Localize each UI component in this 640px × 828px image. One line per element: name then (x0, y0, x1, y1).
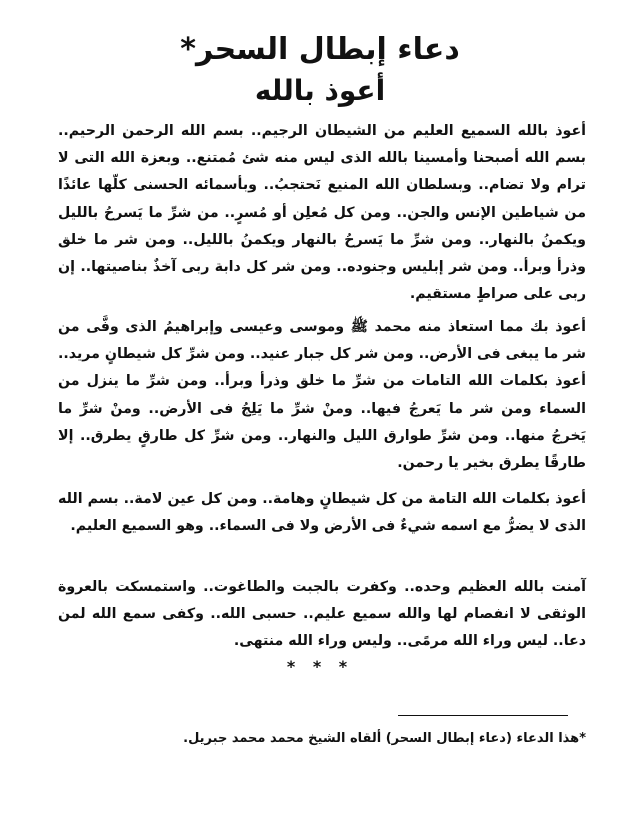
page-title: دعاء إبطال السحر* (180, 32, 460, 67)
footnote: *هذا الدعاء (دعاء إبطال السحر) ألقاه الشيخ محمد محمد جبريل. (183, 731, 586, 746)
footnote-divider (398, 715, 568, 716)
paragraph-2: أعوذ بك مما استعاذ منه محمد ﷺ وموسى وعيسى وإبراهيمُ الذى وفَّى من شر ما يبغى فى الأرض.. ومن شر كل جبار عنيد.. ومن شرِّ كل شيطانٍ مريد.. أعوذ بكلمات الله التامات من شرِّ ما خلق وذرأ وبرأ.. ومن شرِّ ما ينزل من السماء ومن شر ما يَعرجُ فيها.. ومنْ شرِّ ما يَلِجُ فى الأرض.. ومنْ شرِّ ما يَخرجُ منها.. ومن شرِّ طوارق الليل والنهار.. ومن شرِّ كل طارقٍ يطرق.. إلا طارقًا يطرق بخير يا رحمن. (58, 319, 586, 472)
paragraph-3: أعوذ بكلمات الله التامة من كل شيطانٍ وهامة.. ومن كل عين لامة.. بسم الله الذى لا يضرُّ مع اسمه شيءٌ فى الأرض ولا فى السماء.. وهو السميع العليم. (58, 491, 586, 535)
paragraph-1: أعوذ بالله السميع العليم من الشيطان الرجيم.. بسم الله الرحمن الرحيم.. بسم الله أصبحنا وأمسينا بالله الذى ليس منه شئ مُمتنع.. وبعزة الله التى لا ترام ولا تضام.. وبسلطان الله المنيع نَحتجبُ.. وبأسمائه الحسنى كلّها عائذًا من شياطين الإنس والجن.. ومن كل مُعلِن أو مُسرٍ.. من شرِّ ما يَسرحُ بالليل ويكمنُ بالنهار.. ومن شرِّ ما يَسرحُ بالنهار ويكمنُ بالليل.. ومن شر ما خلق وذرأ وبرأ.. ومن شر إبليس وجنوده.. ومن شر كل دابة ربى آخذٌ بناصيتها.. إن ربى على صراطٍ مستقيم. (58, 123, 586, 303)
section-separator: * * * (286, 657, 354, 676)
page-subtitle: أعوذ بالله (254, 74, 386, 107)
paragraph-4: آمنت بالله العظيم وحده.. وكفرت بالجبت والطاغوت.. واستمسكت بالعروة الوثقى لا انفصام لها والله سميع عليم.. حسبى الله.. وكفى سمع الله لمن دعا.. ليس وراء الله مرمًى.. وليس وراء الله منتهى. (58, 579, 586, 650)
